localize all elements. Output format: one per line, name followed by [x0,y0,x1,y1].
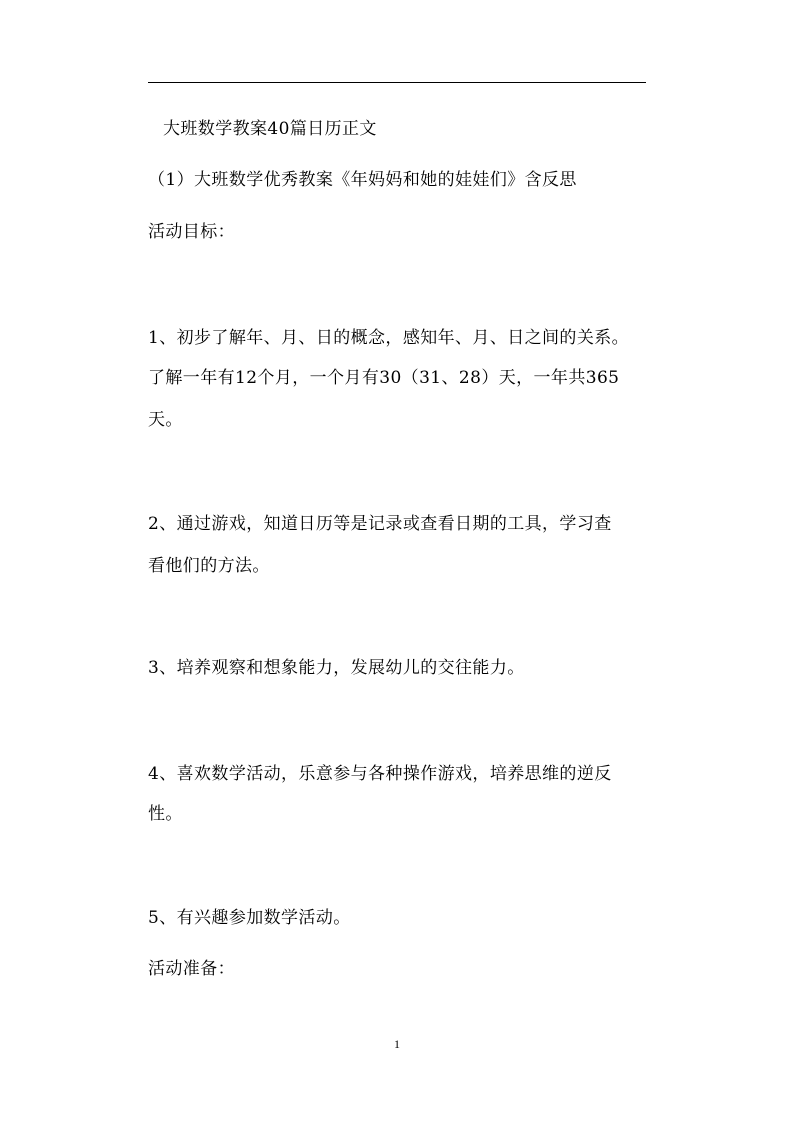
prep-label: 活动准备： [148,959,235,979]
page-number: 1 [394,1037,400,1051]
header-rule [148,82,646,83]
goal-1-line-1: 1、初步了解年、月、日的概念，感知年、月、日之间的关系。 [148,328,630,348]
goal-2-line-2: 看他们的方法。 [148,556,270,576]
goal-1-line-3: 天。 [148,410,183,430]
goal-4-line-2: 性。 [148,804,183,824]
goal-4-line-1: 4、喜欢数学活动，乐意参与各种操作游戏，培养思维的逆反 [148,764,612,784]
goals-label: 活动目标： [148,222,235,242]
document-title: 大班数学教案40篇日历正文 [163,119,377,139]
goal-1-line-2: 了解一年有12个月，一个月有30（31、28）天，一年共365 [148,368,620,388]
goal-2-line-1: 2、通过游戏，知道日历等是记录或查看日期的工具，学习查 [148,514,612,534]
goal-5-line-1: 5、有兴趣参加数学活动。 [148,908,351,928]
goal-3-line-1: 3、培养观察和想象能力，发展幼儿的交往能力。 [148,658,525,678]
lesson-heading: （1）大班数学优秀教案《年妈妈和她的娃娃们》含反思 [148,170,577,190]
